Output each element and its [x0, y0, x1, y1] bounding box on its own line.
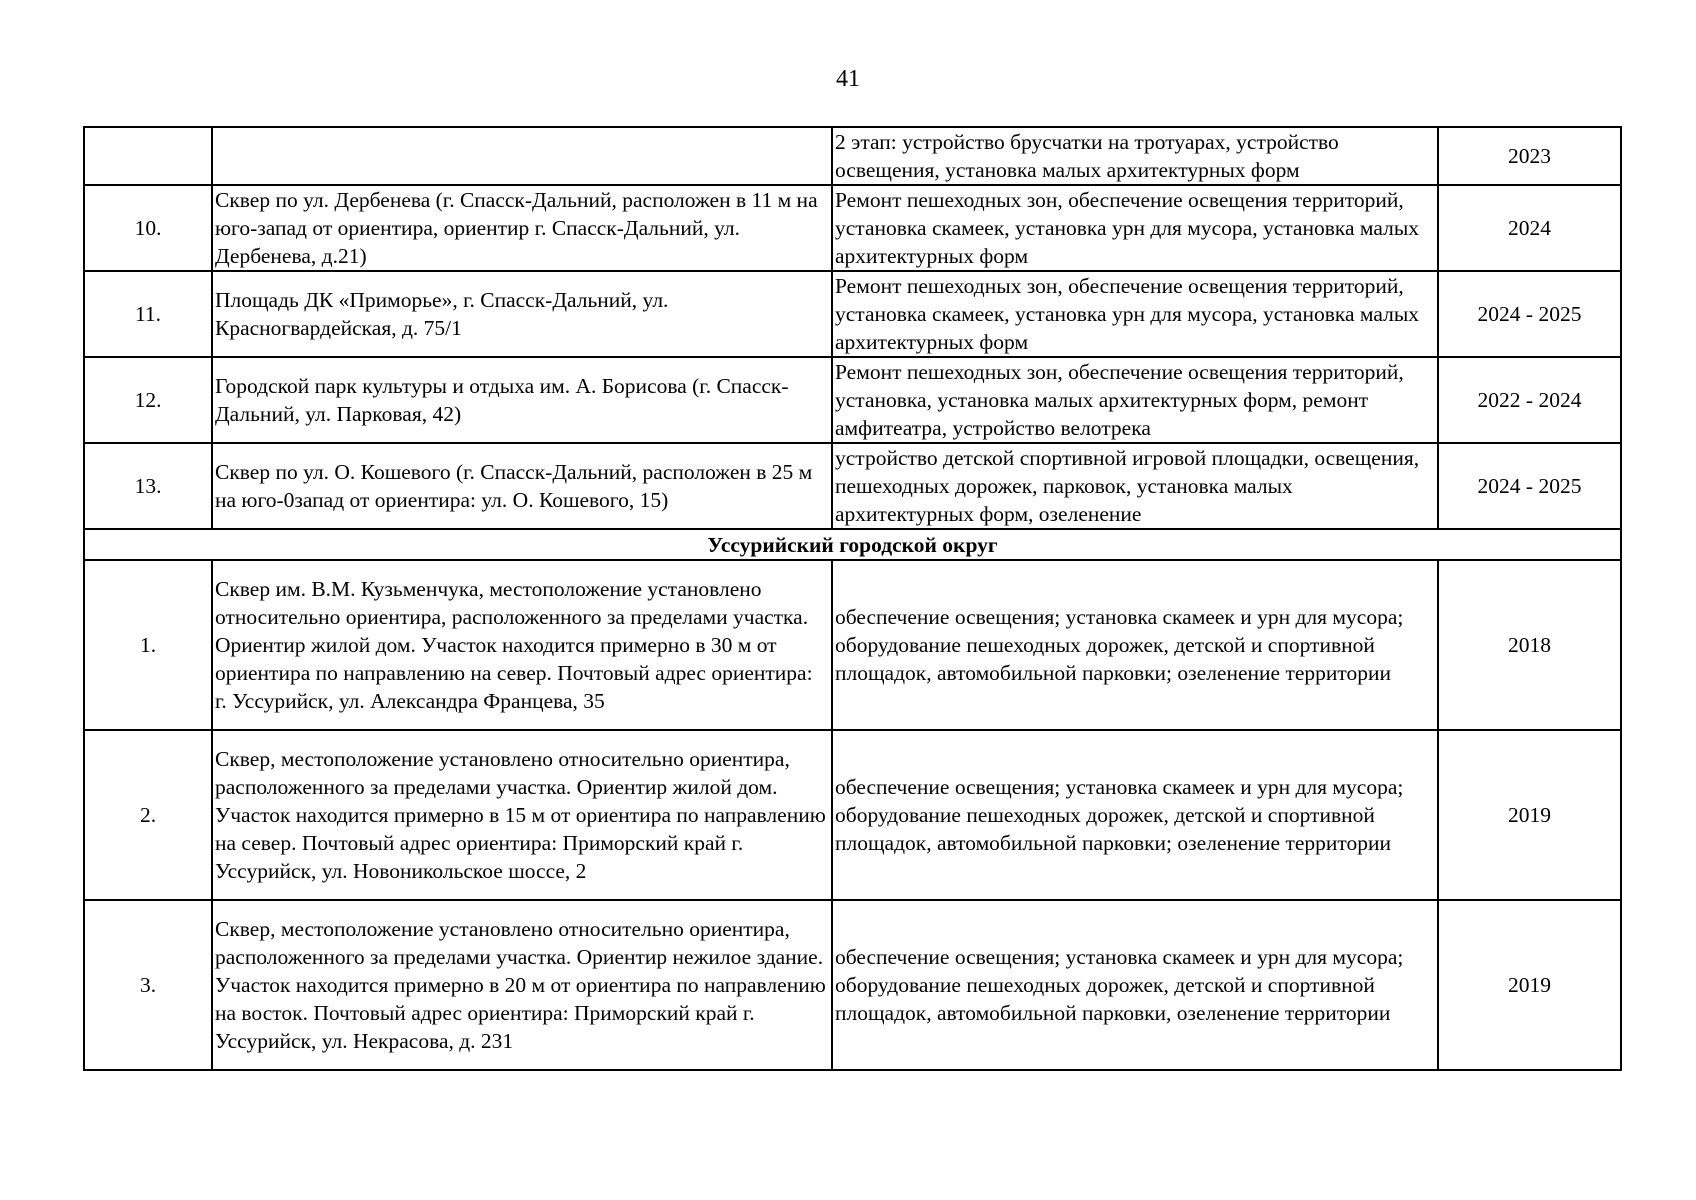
object-cell	[212, 127, 832, 185]
object-cell: Сквер, местоположение установлено относительно ориентира, расположенного за пределами участка. Ориентир жилой дом. Участок находится примерно в 15 м от ориентира по направлению на север. Почтовый адрес ориентира: Приморский край г. Уссурийск, ул. Новоникольское шоссе, 2	[212, 730, 832, 900]
year-cell: 2019	[1438, 900, 1621, 1070]
table-row	[84, 127, 1621, 185]
works-cell: 2 этап: устройство брусчатки на тротуарах, устройство освещения, установка малых архитектурных форм	[832, 127, 1438, 185]
works-cell: обеспечение освещения; установка скамеек и урн для мусора; оборудование пешеходных дорожек, детской и спортивной площадок, автомобильной парковки, озеленение территории	[832, 900, 1438, 1070]
object-cell: Сквер им. В.М. Кузьменчука, местоположение установлено относительно ориентира, расположенного за пределами участка. Ориентир жилой дом. Участок находится примерно в 30 м от ориентира по направлению на север. Почтовый адрес ориентира: г. Уссурийск, ул. Александра Францева, 35	[212, 560, 832, 730]
table-row	[84, 730, 1621, 900]
year-cell: 2019	[1438, 730, 1621, 900]
object-cell: Сквер по ул. О. Кошевого (г. Спасск-Дальний, расположен в 25 м на юго-0запад от ориентира: ул. О. Кошевого, 15)	[212, 443, 832, 529]
works-cell: обеспечение освещения; установка скамеек и урн для мусора; оборудование пешеходных дорожек, детской и спортивной площадок, автомобильной парковки; озеленение территории	[832, 560, 1438, 730]
row-number-cell: 3.	[84, 900, 212, 1070]
section-header-row	[84, 529, 1621, 560]
works-cell: обеспечение освещения; установка скамеек и урн для мусора; оборудование пешеходных дорожек, детской и спортивной площадок, автомобильной парковки; озеленение территории	[832, 730, 1438, 900]
object-cell: Городской парк культуры и отдыха им. А. Борисова (г. Спасск-Дальний, ул. Парковая, 42)	[212, 357, 832, 443]
section-title: Уссурийский городской округ	[84, 529, 1621, 560]
year-cell: 2024 - 2025	[1438, 443, 1621, 529]
object-cell: Сквер по ул. Дербенева (г. Спасск-Дальний, расположен в 11 м на юго-запад от ориентира, ориентир г. Спасск-Дальний, ул. Дербенева, д.21)	[212, 185, 832, 271]
works-cell: Ремонт пешеходных зон, обеспечение освещения территорий, установка, установка малых архитектурных форм, ремонт амфитеатра, устройство велотрека	[832, 357, 1438, 443]
year-cell: 2024 - 2025	[1438, 271, 1621, 357]
object-cell: Площадь ДК «Приморье», г. Спасск-Дальний, ул. Красногвардейская, д. 75/1	[212, 271, 832, 357]
row-number-cell: 10.	[84, 185, 212, 271]
row-number-cell: 1.	[84, 560, 212, 730]
year-cell: 2022 - 2024	[1438, 357, 1621, 443]
row-number-cell: 12.	[84, 357, 212, 443]
row-number-cell: 2.	[84, 730, 212, 900]
improvement-objects-table	[83, 126, 1622, 1071]
year-cell: 2018	[1438, 560, 1621, 730]
year-cell: 2024	[1438, 185, 1621, 271]
object-cell: Сквер, местоположение установлено относительно ориентира, расположенного за пределами участка. Ориентир нежилое здание. Участок находится примерно в 20 м от ориентира по направлению на восток. Почтовый адрес ориентира: Приморский край г. Уссурийск, ул. Некрасова, д. 231	[212, 900, 832, 1070]
page-number: 41	[836, 66, 860, 92]
row-number-cell: 13.	[84, 443, 212, 529]
row-number-cell	[84, 127, 212, 185]
table-row	[84, 357, 1621, 443]
table-row	[84, 271, 1621, 357]
table-row	[84, 900, 1621, 1070]
works-cell: Ремонт пешеходных зон, обеспечение освещения территорий, установка скамеек, установка урн для мусора, установка малых архитектурных форм	[832, 185, 1438, 271]
table-row	[84, 185, 1621, 271]
works-cell: Ремонт пешеходных зон, обеспечение освещения территорий, установка скамеек, установка урн для мусора, установка малых архитектурных форм	[832, 271, 1438, 357]
row-number-cell: 11.	[84, 271, 212, 357]
works-cell: устройство детской спортивной игровой площадки, освещения, пешеходных дорожек, парковок, установка малых архитектурных форм, озеленение	[832, 443, 1438, 529]
table-row	[84, 560, 1621, 730]
year-cell: 2023	[1438, 127, 1621, 185]
table-row	[84, 443, 1621, 529]
